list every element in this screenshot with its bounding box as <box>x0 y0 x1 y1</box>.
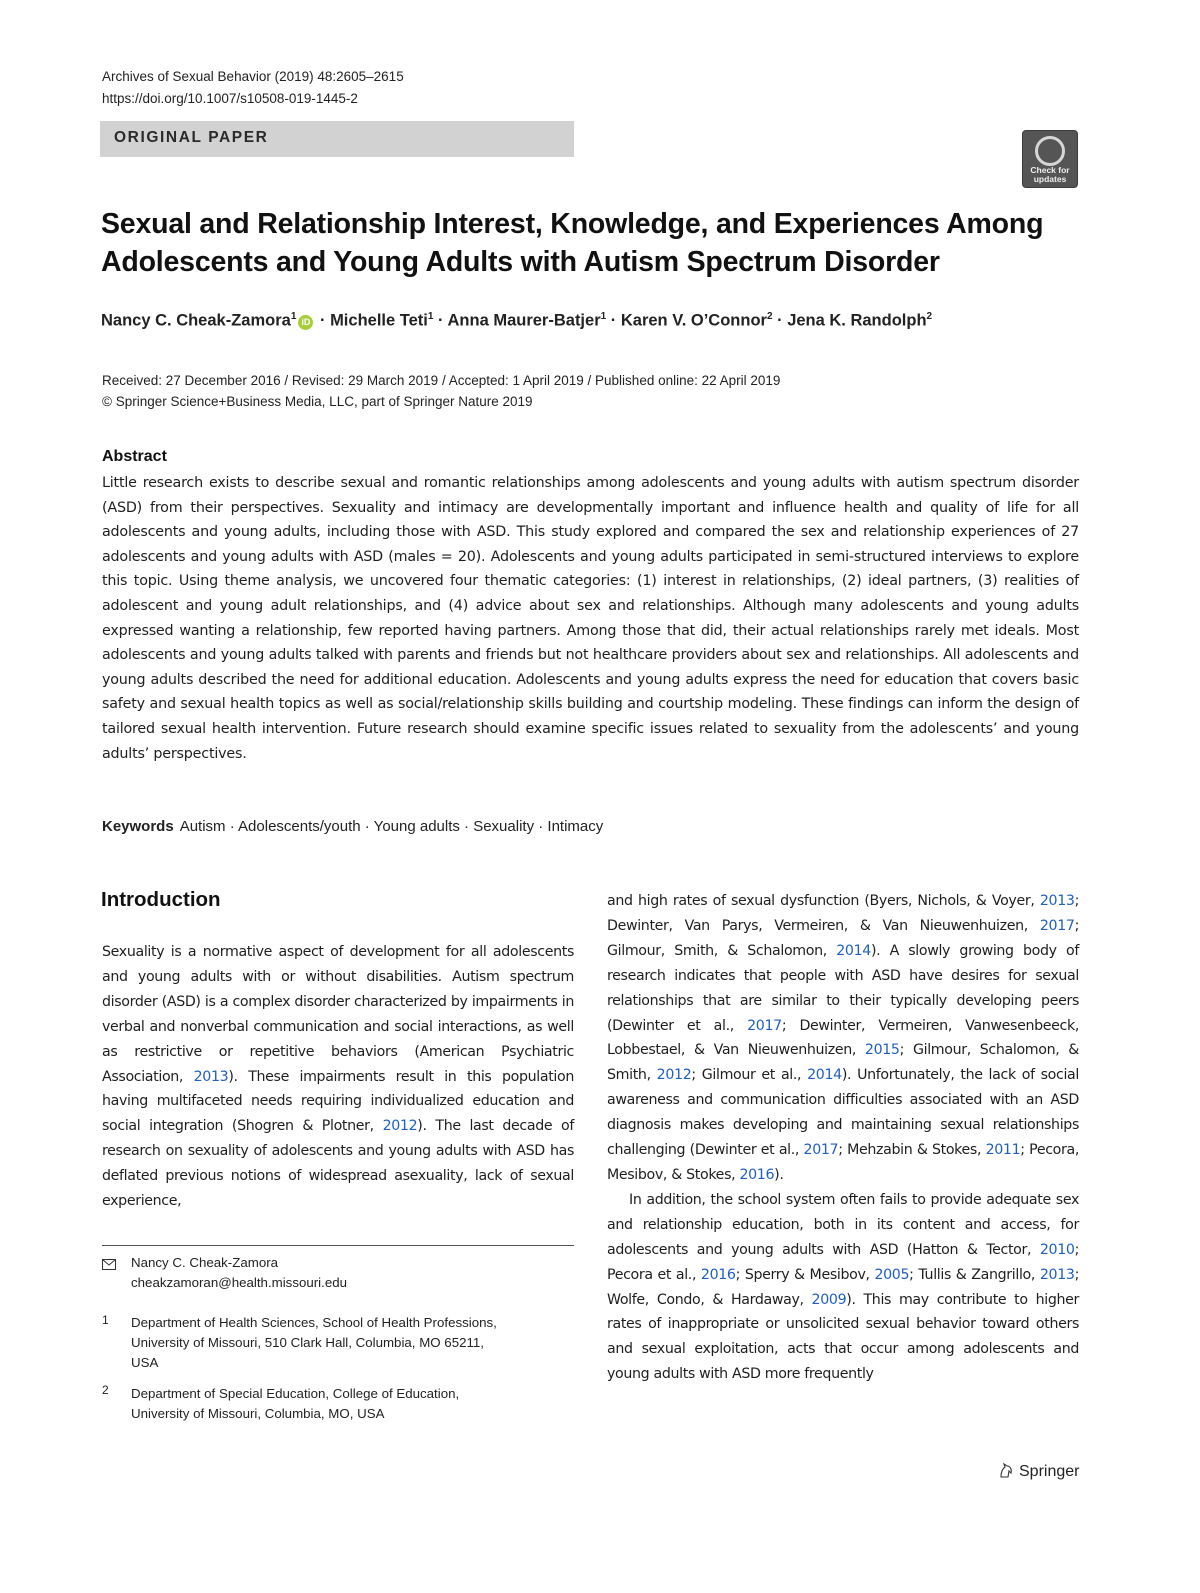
citation-year-link[interactable]: 2011 <box>985 1142 1021 1159</box>
doi-link[interactable]: https://doi.org/10.1007/s10508-019-1445-2 <box>102 91 358 106</box>
keywords-values: Autism · Adolescents/youth · Young adults · Sexuality · Intimacy <box>179 818 604 835</box>
author-list: Nancy C. Cheak-Zamora$^1$ iD · Michelle Teti$^1$ · Anna Maurer-Batjer$^1$ · Karen V. O’Connor$^2$ · Jena K. Randolph$^2$ <box>101 311 933 330</box>
introduction-heading: Introduction <box>101 888 221 911</box>
check-updates-label: Check for updates <box>1030 165 1070 184</box>
article-title: Sexual and Relationship Interest, Knowledge, and Experiences Among Adolescents and Young Adults with Autism Spectrum Disorder <box>101 208 1044 278</box>
citation-year-link[interactable]: 2013 <box>1039 893 1075 909</box>
abstract-text: Little research exists to describe sexual and romantic relationships among adolescents and young adults with autism spectrum disorder (ASD) from their perspectives. Sexuality and intimacy are developmentally important and influence health and quality of life for all adolescents and young adults, including those with ASD. This study explored and compared the sex and relationship experiences of 27 adolescents and young adults with ASD (males = 20). Adolescents and young adults participated in semi-structured interviews to explore this topic. Using theme analysis, we uncovered four thematic categories: (1) interest in relationships, (2) ideal partners, (3) realities of adolescent and young adult relationships, and (4) advice about sex and relationships. Although many adolescents and young adults expressed wanting a relationship, few reported having partners. Among those that did, their actual relationships rarely met ideals. Most adolescents and young adults talked with parents and friends but not healthcare providers about sex and relationships. All adolescents and young adults described the need for additional education. Adolescents and young adults express the need for education that covers basic safety and sexual health topics as well as social/relationship skills building and courtship modeling. These findings can inform the design of tailored sexual health intervention. Future research should examine specific issues related to sexuality from the adolescents’ and young adults’ perspectives. <box>102 475 1079 762</box>
keywords-line <box>102 818 603 835</box>
author-name[interactable]: Michelle Teti <box>330 311 428 330</box>
springer-horse-icon <box>997 1461 1015 1479</box>
publisher-name: Springer <box>1019 1463 1080 1480</box>
citation-year-link[interactable]: 2010 <box>1039 1241 1075 1258</box>
author-affiliation-mark: 2 <box>926 311 933 322</box>
corresponding-author <box>131 1253 347 1293</box>
citation-year-link[interactable]: 2016 <box>739 1166 775 1183</box>
affiliation-1: Department of Health Sciences, School of Health Professions, University of Missouri, 510 Clark Hall, Columbia, MO 65211, USA <box>131 1315 497 1370</box>
citation-year-link[interactable]: 2014 <box>836 942 871 959</box>
citation-year-link[interactable]: 2014 <box>807 1067 842 1084</box>
affiliation-mark: 2 <box>102 1383 109 1397</box>
author-name[interactable]: Nancy C. Cheak-Zamora <box>101 311 291 330</box>
citation-year-link[interactable]: 2017 <box>747 1017 782 1034</box>
author-affiliation-mark: 1 <box>600 311 607 322</box>
author-name[interactable]: Anna Maurer-Batjer <box>447 311 601 330</box>
citation-year-link[interactable]: 2017 <box>1039 917 1075 934</box>
article-type-bar <box>100 121 574 157</box>
author-affiliation-mark: 2 <box>766 311 773 322</box>
citation-year-link[interactable]: 2012 <box>656 1067 692 1084</box>
author-name[interactable]: Jena K. Randolph <box>787 311 927 330</box>
citation-year-link[interactable]: 2016 <box>700 1266 736 1283</box>
author-affiliation-mark: 1 <box>290 311 297 322</box>
journal-citation: Archives of Sexual Behavior (2019) 48:2605–2615 <box>102 69 404 84</box>
intro-paragraph: and high rates of sexual dysfunction (Byers, Nichols, & Voyer, 2013; Dewinter, Van Parys, Vermeiren, & Van Nieuwenhuizen, 2017; Gilmour, Smith, & Schalomon, 2014). A slowly growing body of research indicates that people with ASD have desires for sexual relationships that are similar to their typically developing peers (Dewinter et al., 2017; Dewinter, Vermeiren, Vanwesenbeeck, Lobbestael, & Van Nieuwenhuizen, 2015; Gilmour, Schalomon, & Smith, 2012; Gilmour et al., 2014). Unfortunately, the lack of social awareness and communication difficulties associated with an ASD diagnosis makes developing and maintaining sexual relationships challenging (Dewinter et al., 2017; Mehzabin & Stokes, 2011; Pecora, Mesibov, & Stokes, 2016). <box>607 893 1080 1183</box>
publication-dates <box>102 370 780 412</box>
envelope-icon <box>102 1257 116 1275</box>
keywords-label: Keywords <box>102 818 174 835</box>
citation-year-link[interactable]: 2005 <box>874 1266 910 1283</box>
footnote-divider <box>102 1245 574 1246</box>
corresponding-name: Nancy C. Cheak-Zamora <box>131 1255 279 1270</box>
copyright-line: © Springer Science+Business Media, LLC, part of Springer Nature 2019 <box>102 394 533 409</box>
orcid-icon[interactable]: iD <box>298 315 313 330</box>
citation-year-link[interactable]: 2015 <box>864 1042 900 1059</box>
affiliation-2: Department of Special Education, College of Education, University of Missouri, Columbia, MO, USA <box>131 1386 460 1421</box>
journal-header <box>102 66 404 110</box>
citation-year-link[interactable]: 2009 <box>811 1291 847 1308</box>
check-for-updates-button[interactable] <box>1022 130 1078 188</box>
history-dates: Received: 27 December 2016 / Revised: 29 March 2019 / Accepted: 1 April 2019 / Published online: 22 April 2019 <box>102 373 781 388</box>
publisher-footer <box>997 1461 1079 1481</box>
citation-year-link[interactable]: 2017 <box>803 1142 839 1159</box>
citation-year-link[interactable]: 2012 <box>382 1118 418 1135</box>
intro-column-left: Sexuality is a normative aspect of development for all adolescents and young adults with or without disabilities. Autism spectrum disorder (ASD) is a complex disorder characterized by impairments in verbal and nonverbal communication and social interactions, as well as restrictive or repetitive behaviors (American Psychiatric Association, 2013). These impairments result in this population having multifaceted needs requiring individualized education and social integration (Shogren & Plotner, 2012). The last decade of research on sexuality of adolescents and young adults with ASD has deflated previous notions of widespread asexuality, lack of sexual experience, <box>102 944 574 1210</box>
check-updates-icon <box>1035 136 1065 166</box>
affiliation-mark: 1 <box>102 1313 109 1327</box>
abstract-heading: Abstract <box>102 448 167 465</box>
intro-paragraph: In addition, the school system often fails to provide adequate sex and relationship education, both in its content and access, for adolescents and young adults with ASD (Hatton & Tector, 2010; Pecora et al., 2016; Sperry & Mesibov, 2005; Tullis & Zangrillo, 2013; Wolfe, Condo, & Hardaway, 2009). This may contribute to higher rates of inappropriate or unsolicited sexual behavior toward others and sexual exploitation, acts that occur among adolescents and young adults with ASD more frequently <box>607 1191 1079 1383</box>
author-affiliation-mark: 1 <box>427 311 434 322</box>
author-name[interactable]: Karen V. O’Connor <box>620 311 767 330</box>
article-type-label: ORIGINAL PAPER <box>114 129 269 146</box>
intro-column-right <box>607 889 1079 1387</box>
corresponding-email[interactable]: cheakzamoran@health.missouri.edu <box>131 1275 348 1290</box>
citation-year-link[interactable]: 2013 <box>1039 1266 1075 1283</box>
citation-year-link[interactable]: 2013 <box>193 1068 229 1085</box>
